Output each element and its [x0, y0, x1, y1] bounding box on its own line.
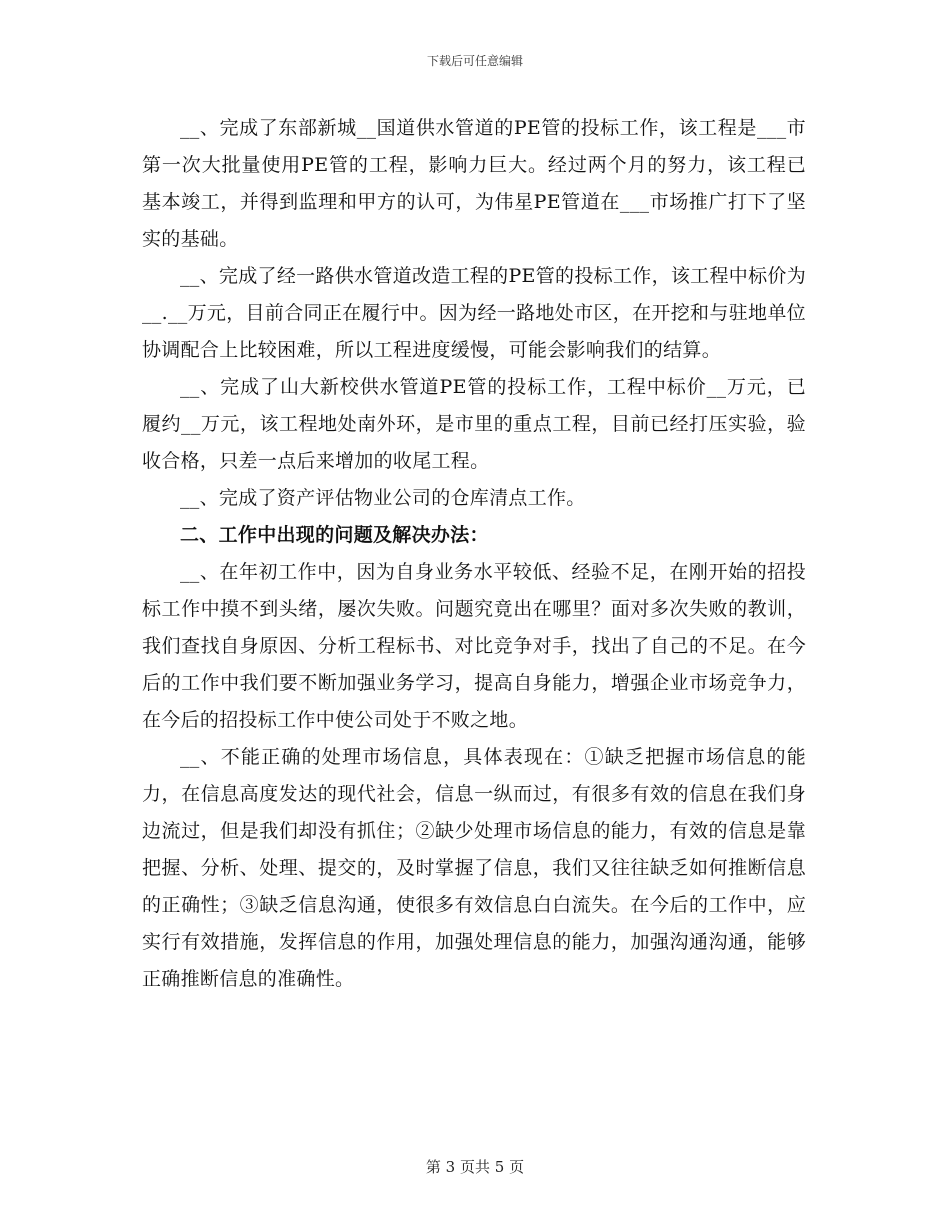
paragraph-market-information: __、不能正确的处理市场信息，具体表现在：①缺乏把握市场信息的能力，在信息高度发达的现代社会，信息一纵而过，有很多有效的信息在我们身边流过，但是我们却没有抓住；②缺少处理市场信息的能力，有效的信息是靠把握、分析、处理、提交的，及时掌握了信息，我们又往往缺乏如何推断信息的正确性；③缺乏信息沟通，使很多有效信息白白流失。在今后的工作中，应实行有效措施，发挥信息的作用，加强处理信息的能力，加强沟通沟通，能够正确推断信息的准确性。 — [142, 746, 806, 990]
document-body — [142, 110, 806, 998]
paragraph-jingyi-road: __、完成了经一路供水管道改造工程的PE管的投标工作，该工程中标价为__.__万元，目前合同正在履行中。因为经一路地处市区，在开挖和与驻地单位协调配合上比较困难，所以工程进度缓慢，可能会影响我们的结算。 — [142, 265, 806, 361]
section-heading-problems: 二、工作中出现的问题及解决办法： — [180, 524, 489, 546]
paragraph-shanda-campus: __、完成了山大新校供水管道PE管的投标工作，工程中标价__万元，已履约__万元，该工程地处南外环，是市里的重点工程，目前已经打压实验，验收合格，只差一点后来增加的收尾工程。 — [142, 376, 806, 472]
paragraph-warehouse-inventory: __、完成了资产评估物业公司的仓库清点工作。 — [180, 487, 586, 509]
page-footer: 第 3 页共 5 页 — [425, 1158, 525, 1176]
page-header: 下载后可任意编辑 — [426, 54, 523, 68]
paragraph-bidding-experience: __、在年初工作中，因为自身业务水平较低、经验不足，在刚开始的招投标工作中摸不到头绪，屡次失败。问题究竟出在哪里？面对多次失败的教训，我们查找自身原因、分析工程标书、对比竞争对手，找出了自己的不足。在今后的工作中我们要不断加强业务学习，提高自身能力，增强企业市场竞争力，在今后的招投标工作中使公司处于不败之地。 — [142, 561, 806, 731]
paragraph-eastern-new-city: __、完成了东部新城__国道供水管道的PE管的投标工作，该工程是___市第一次大批量使用PE管的工程，影响力巨大。经过两个月的努力，该工程已基本竣工，并得到监理和甲方的认可，为伟星PE管道在___市场推广打下了坚实的基础。 — [142, 117, 806, 250]
